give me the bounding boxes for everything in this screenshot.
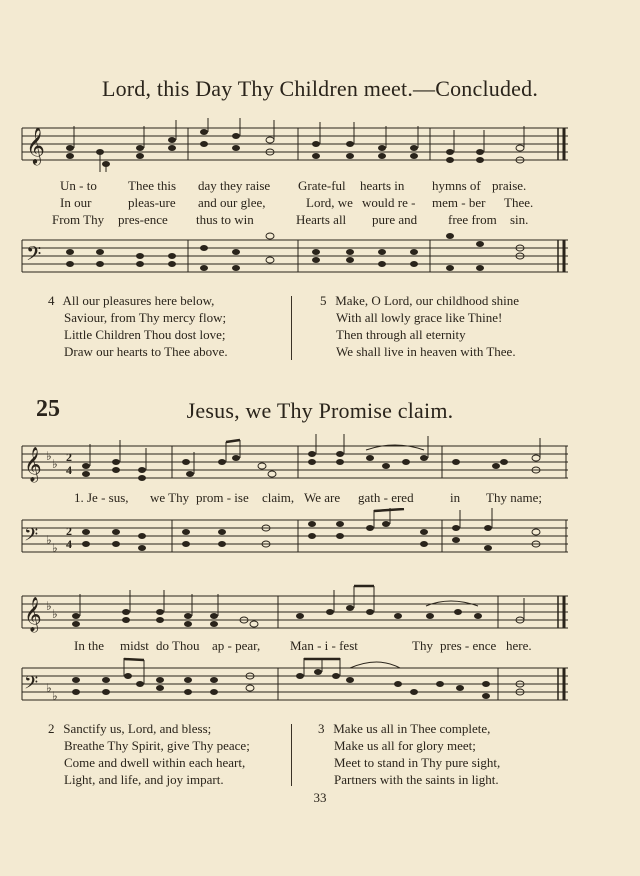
lyric-syllable: we Thy [150,490,190,505]
svg-text:𝄞: 𝄞 [26,126,45,164]
lyric-syllable: Un - to [60,178,97,193]
lyric-syllable: Thy name; [486,490,542,505]
lyric-line-4 [0,490,640,506]
lyric-syllable: In the [74,638,104,653]
svg-text:𝄢: 𝄢 [24,673,39,698]
lyric-syllable: In our [60,195,92,210]
lyric-syllable: 1. Je - sus, [74,490,129,505]
lyric-syllable: hearts in [360,178,405,193]
music-staff-bass-1 [0,232,640,282]
verse-line: Draw our hearts to Thee above. [64,344,228,359]
music-staff-bass-2 [0,508,640,560]
verse-4 [48,292,228,360]
svg-text:4: 4 [66,537,72,551]
lyric-syllable: prom - ise [196,490,249,505]
lyric-line-2 [0,195,640,211]
verse-line: With all lowly grace like Thine! [336,310,503,325]
lyric-syllable: pure and [372,212,418,227]
verse-line: Make us all for glory meet; [334,738,476,753]
verse-line: Saviour, from Thy mercy flow; [64,310,227,325]
verse-divider [291,724,292,786]
svg-text:♭: ♭ [46,681,52,695]
lyric-syllable: sin. [510,212,529,227]
svg-text:♭: ♭ [52,607,58,621]
lyric-line-1 [0,178,640,194]
verse-5 [320,292,519,360]
svg-text:4: 4 [66,463,72,477]
lyric-syllable: pleas-ure [128,195,176,210]
svg-text:2: 2 [66,450,72,464]
music-staff-bass-3 [0,656,640,708]
lyric-syllable: pres - ence [440,638,497,653]
lyric-syllable: here. [506,638,532,653]
verse-2 [48,720,250,788]
hymn-title-concluded: Lord, this Day Thy Children meet.—Concluded. [101,76,539,101]
lyric-syllable: do Thou [156,638,200,653]
verse-3 [318,720,500,788]
verse-number: 5 [320,293,327,308]
lyric-syllable: pres-ence [118,212,168,227]
svg-text:2: 2 [66,524,72,538]
verse-line: Little Children Thou dost love; [64,327,226,342]
lyric-line-5 [0,638,640,654]
lyric-syllable: thus to win [196,212,254,227]
svg-text:𝄞: 𝄞 [24,597,42,632]
lyric-syllable: mem - ber [432,195,486,210]
svg-text:♭: ♭ [52,689,58,703]
lyric-syllable: praise. [492,178,527,193]
hymn-title: Jesus, we Thy Promise claim. [186,398,454,423]
lyric-syllable: Thy [412,638,433,653]
lyric-syllable: midst [120,638,149,653]
lyric-syllable: would re - [362,195,416,210]
verse-line: Meet to stand in Thy pure sight, [334,755,501,770]
hymn-number: 25 [36,396,60,422]
lyric-syllable: free from [448,212,497,227]
lyric-syllable: Man - i - fest [290,638,358,653]
verse-number: 3 [318,721,325,736]
lyric-syllable: gath - ered [358,490,414,505]
verse-divider [291,296,292,360]
music-staff-treble-3 [0,582,640,638]
lyric-syllable: We are [304,490,341,505]
verse-line: Sanctify us, Lord, and bless; [63,721,212,736]
svg-text:♭: ♭ [46,449,52,463]
lyric-line-3 [0,212,640,228]
svg-text:♭: ♭ [52,541,58,555]
svg-text:𝄞: 𝄞 [24,447,42,482]
verse-line: Make us all in Thee complete, [333,721,491,736]
verse-line: We shall live in heaven with Thee. [336,344,516,359]
music-staff-treble-1 [0,118,640,178]
lyric-syllable: Lord, we [306,195,353,210]
lyric-syllable: Thee this [128,178,177,193]
lyric-syllable: Grate-ful [298,178,346,193]
verse-number: 4 [48,293,55,308]
verse-line: Partners with the saints in light. [334,772,499,787]
svg-text:♭: ♭ [46,599,52,613]
lyric-syllable: in [450,490,461,505]
lyric-syllable: hymns of [432,178,481,193]
music-staff-treble-2 [0,432,640,488]
lyric-syllable: ap - pear, [212,638,261,653]
verse-line: Then through all eternity [336,327,466,342]
verse-number: 2 [48,721,55,736]
verse-line: Make, O Lord, our childhood shine [335,293,520,308]
lyric-syllable: day they raise [198,178,271,193]
page-number: 33 [313,790,327,805]
svg-text:𝄢: 𝄢 [26,242,42,270]
lyric-syllable: and our glee, [198,195,266,210]
svg-text:𝄢: 𝄢 [24,525,39,550]
svg-text:♭: ♭ [46,533,52,547]
verse-line: Light, and life, and joy impart. [64,772,224,787]
verse-line: Breathe Thy Spirit, give Thy peace; [64,738,250,753]
lyric-syllable: claim, [262,490,295,505]
verse-line: Come and dwell within each heart, [64,755,246,770]
lyric-syllable: From Thy [52,212,105,227]
lyric-syllable: Thee. [504,195,534,210]
lyric-syllable: Hearts all [296,212,347,227]
verse-line: All our pleasures here below, [62,293,215,308]
svg-text:♭: ♭ [52,457,58,471]
